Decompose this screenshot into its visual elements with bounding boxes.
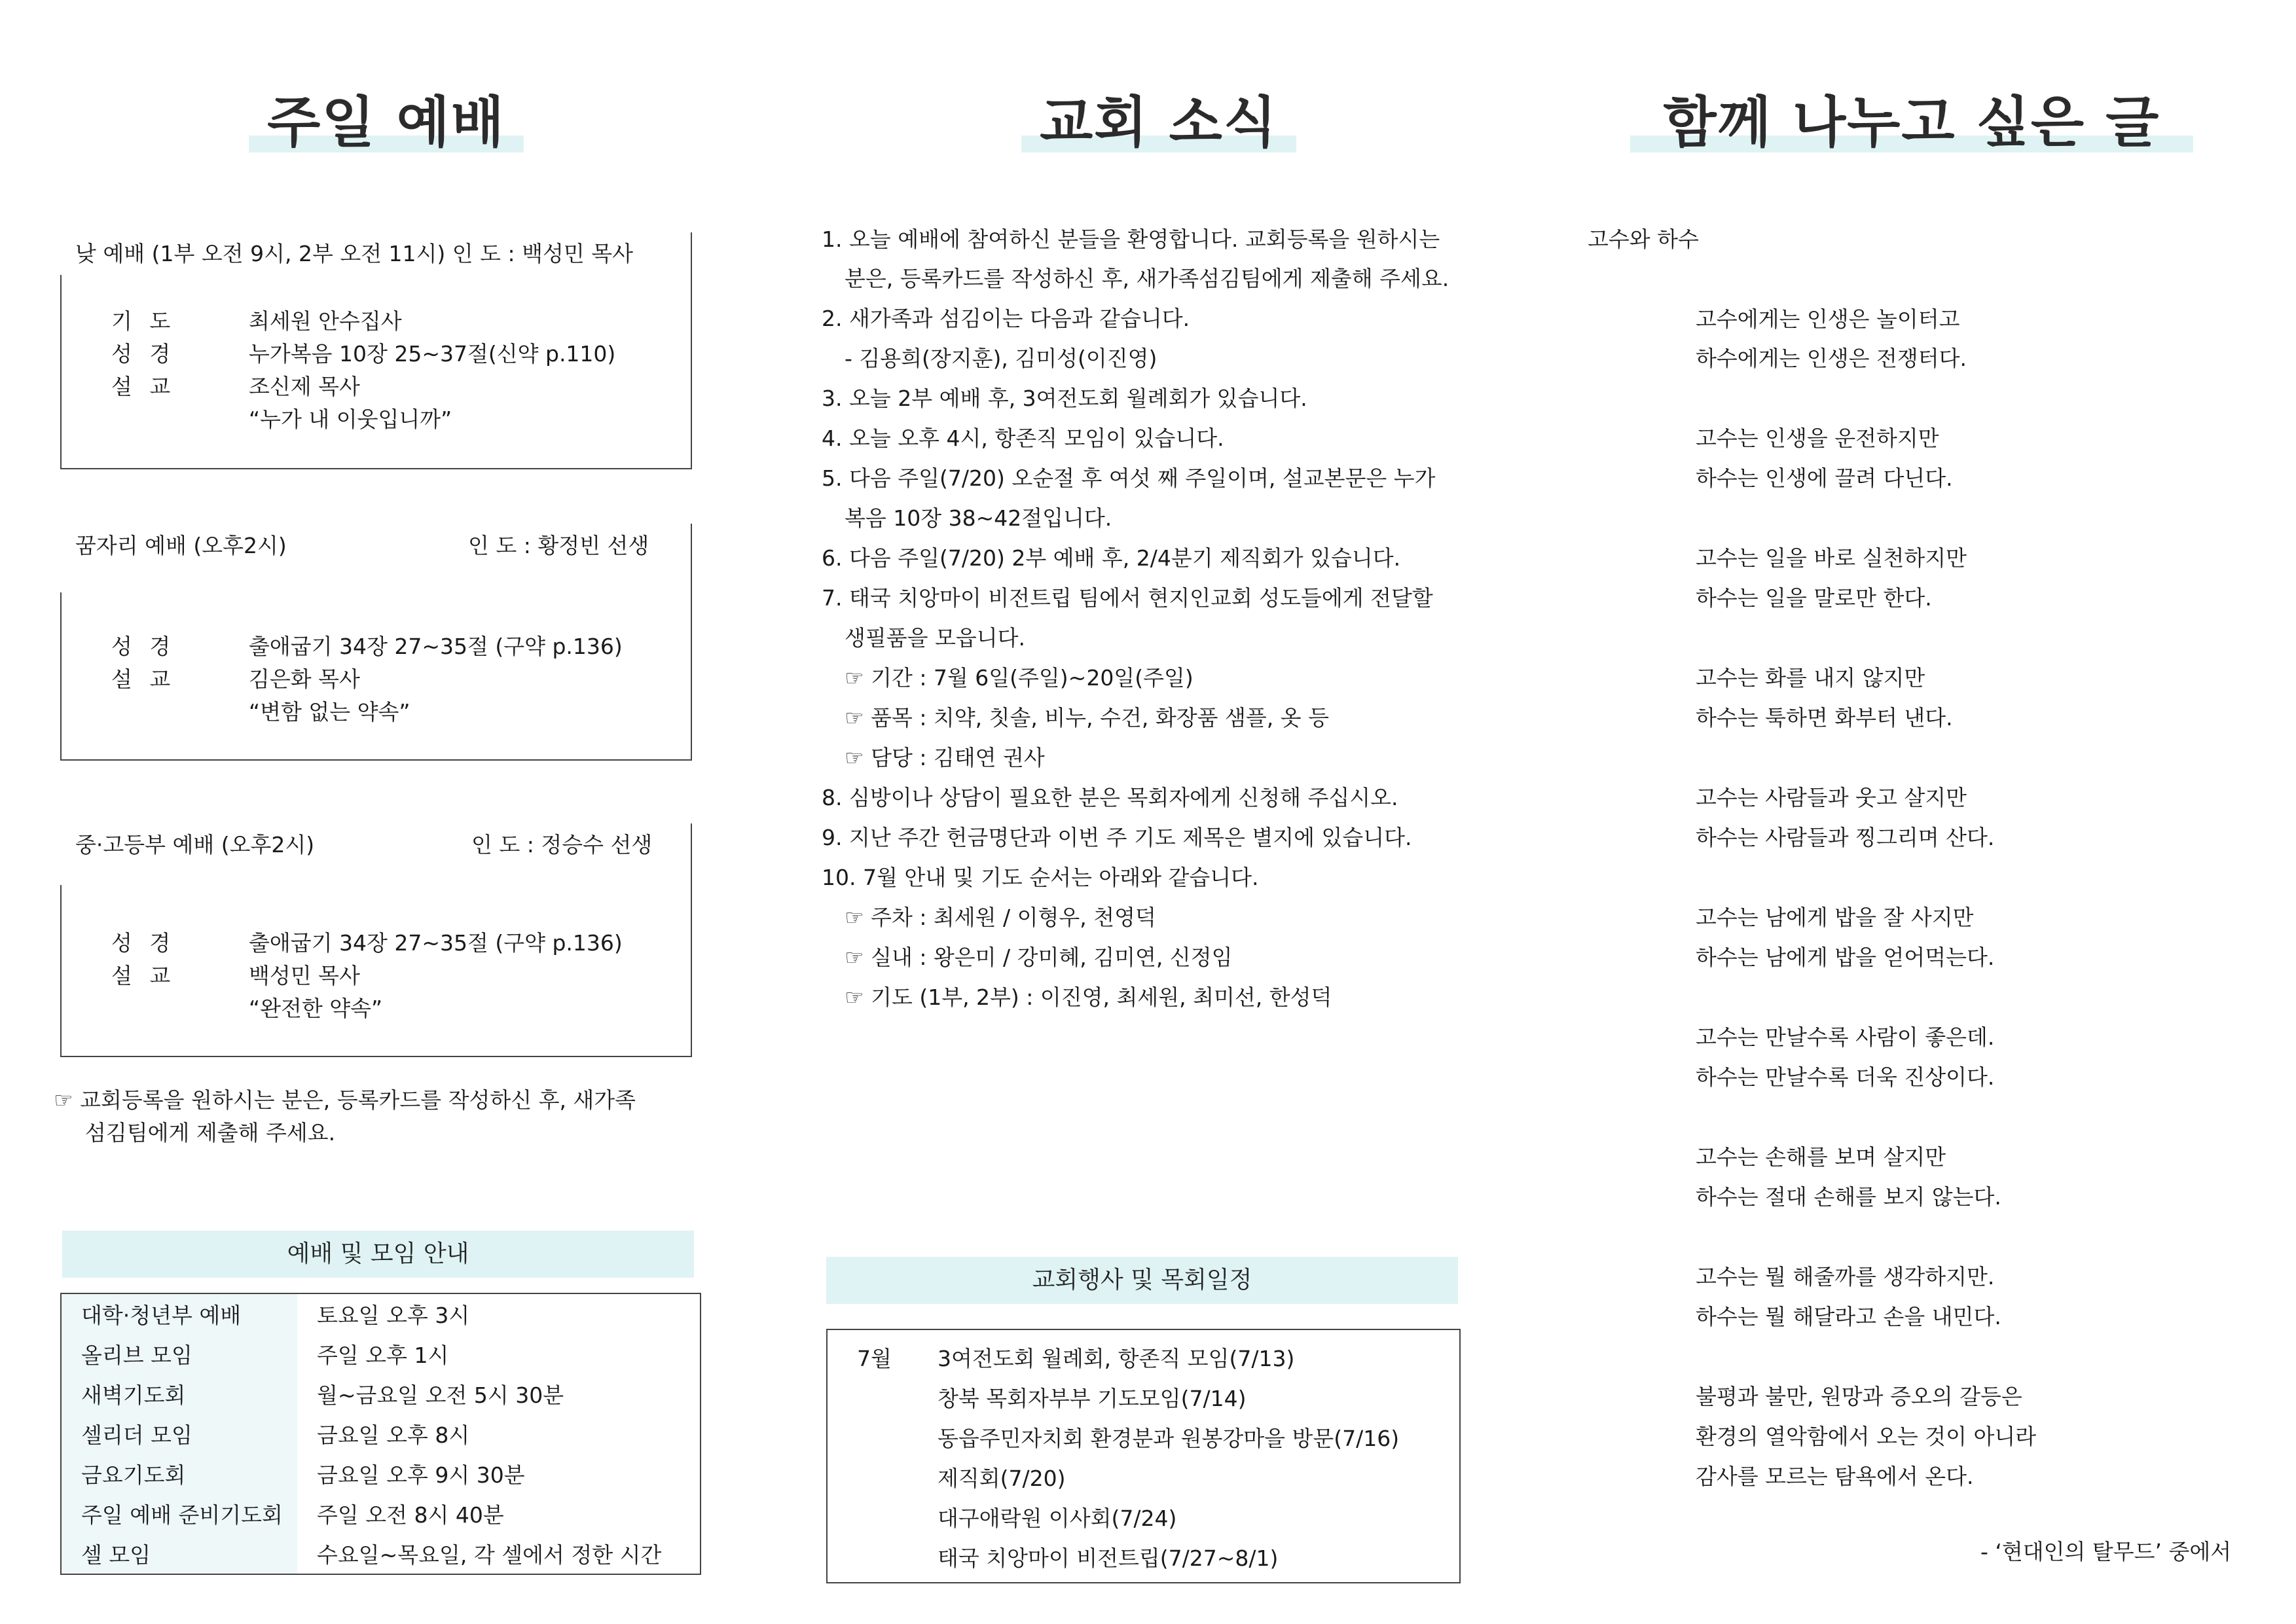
schedule-item: 대구애락원 이사회(7/24) (938, 1506, 1177, 1531)
poem-line: 하수는 절대 손해를 보지 않는다. (1696, 1184, 2001, 1210)
news-item: 9. 지난 주간 헌금명단과 이번 주 기도 제목은 별지에 있습니다. (822, 825, 1412, 850)
schedule-item: 태국 치앙마이 비전트립(7/27~8/1) (938, 1545, 1279, 1571)
sunday-worship-title: 주일 예배 (249, 79, 524, 158)
schedule-item: 창북 목회자부부 기도모임(7/14) (938, 1386, 1247, 1411)
news-item: 3. 오늘 2부 예배 후, 3여전도회 월례회가 있습니다. (822, 386, 1307, 411)
schedule-box (826, 1329, 1461, 1583)
news-item: 2. 새가족과 섬김이는 다음과 같습니다. (822, 306, 1190, 331)
box-left-edge (60, 275, 62, 468)
poem-title: 고수와 하수 (1588, 226, 1699, 252)
poem-line: 하수에게는 인생은 전쟁터다. (1696, 346, 1967, 371)
row-label: 성 경 (111, 634, 176, 659)
service-name: 낮 예배 (1부 오전 9시, 2부 오전 11시) 인 도 : 백성민 목사 (75, 241, 634, 266)
poem-line: 하수는 사람들과 찡그리며 산다. (1696, 825, 1995, 850)
service-name: 꿈자리 예배 (오후2시) (75, 533, 287, 558)
schedule-item: 제직회(7/20) (938, 1466, 1066, 1491)
sermon-title: “누가 내 이웃입니까” (249, 406, 452, 432)
news-item: 생필품을 모읍니다. (845, 625, 1026, 651)
meeting-table (62, 1294, 661, 1574)
poem-line: 하수는 인생에 끌려 다닌다. (1696, 465, 1953, 491)
row-label: 기 도 (111, 308, 176, 334)
news-item: 복음 10장 38~42절입니다. (845, 505, 1112, 531)
schedule-item: 동읍주민자치회 환경분과 원봉강마을 방문(7/16) (938, 1426, 1400, 1451)
meeting-time: 금요일 오후 9시 30분 (317, 1462, 525, 1488)
poem-line: 하수는 일을 말로만 한다. (1696, 585, 1932, 611)
sermon-title: “완전한 약속” (249, 996, 383, 1021)
meeting-name: 올리브 모임 (62, 1334, 297, 1374)
registration-note: ☞ 교회등록을 원하시는 분은, 등록카드를 작성하신 후, 새가족 (54, 1087, 636, 1113)
poem-line: 고수는 인생을 운전하지만 (1696, 425, 1939, 451)
table-row (62, 1494, 661, 1534)
meeting-guide-banner (62, 1231, 694, 1278)
poem-line: 환경의 열악함에서 오는 것이 아니라 (1696, 1424, 2037, 1449)
row-label: 설 교 (111, 374, 176, 399)
row-value: 출애굽기 34장 27~35절 (구약 p.136) (249, 930, 623, 956)
row-label: 설 교 (111, 666, 176, 692)
news-item: 8. 심방이나 상담이 필요한 분은 목회자에게 신청해 주십시오. (822, 785, 1398, 810)
news-item: 분은, 등록카드를 작성하신 후, 새가족섬김팀에게 제출해 주세요. (845, 266, 1449, 291)
poem-line: 고수에게는 인생은 놀이터고 (1696, 306, 1960, 332)
box-left-edge (60, 885, 62, 1056)
poem-line: 고수는 사람들과 웃고 살지만 (1696, 785, 1967, 810)
row-value: 최세원 안수집사 (249, 308, 402, 334)
meeting-time: 주일 오전 8시 40분 (317, 1502, 504, 1528)
meeting-name: 대학·청년부 예배 (62, 1294, 297, 1334)
poem-line: 고수는 화를 내지 않지만 (1696, 665, 1925, 691)
meeting-name: 주일 예배 준비기도회 (62, 1494, 297, 1534)
meeting-time: 토요일 오후 3시 (317, 1303, 470, 1328)
schedule-title: 교회행사 및 목회일정 (1032, 1267, 1252, 1293)
meeting-time: 수요일~목요일, 각 셀에서 정한 시간 (317, 1542, 662, 1568)
news-item: ☞ 기간 : 7월 6일(주일)~20일(주일) (845, 665, 1194, 691)
meeting-guide-title: 예배 및 모임 안내 (287, 1240, 469, 1267)
table-row (62, 1534, 661, 1574)
row-label: 성 경 (111, 930, 176, 956)
row-value: 김은화 목사 (249, 666, 360, 692)
news-item: 10. 7월 안내 및 기도 순서는 아래와 같습니다. (822, 865, 1259, 890)
row-value: 누가복음 10장 25~37절(신약 p.110) (249, 341, 616, 367)
news-item: 6. 다음 주일(7/20) 2부 예배 후, 2/4분기 제직회가 있습니다. (822, 545, 1401, 571)
news-item: ☞ 실내 : 왕은미 / 강미혜, 김미연, 신정임 (845, 945, 1233, 970)
meeting-time: 주일 오후 1시 (317, 1343, 449, 1368)
news-item: ☞ 품목 : 치약, 칫솔, 비누, 수건, 화장품 샘플, 옷 등 (845, 705, 1329, 731)
schedule-banner (826, 1257, 1458, 1304)
poem-line: 고수는 만날수록 사람이 좋은데. (1696, 1024, 1995, 1050)
service-name: 중·고등부 예배 (오후2시) (75, 832, 315, 857)
registration-note-cont: 섬김팀에게 제출해 주세요. (85, 1120, 336, 1146)
meeting-time: 월~금요일 오전 5시 30분 (317, 1382, 564, 1408)
news-item: 1. 오늘 예배에 참여하신 분들을 환영합니다. 교회등록을 원하시는 (822, 226, 1440, 252)
meeting-name: 새벽기도회 (62, 1374, 297, 1414)
service-leader: 인 도 : 황정빈 선생 (468, 533, 649, 558)
poem-line: 고수는 손해를 보며 살지만 (1696, 1144, 1946, 1170)
table-row (62, 1454, 661, 1494)
poem-line: 하수는 뭘 해달라고 손을 내민다. (1696, 1304, 2001, 1329)
news-item: 5. 다음 주일(7/20) 오순절 후 여섯 째 주일이며, 설교본문은 누가 (822, 465, 1436, 491)
poem-line: 감사를 모르는 탐욕에서 온다. (1696, 1464, 1974, 1489)
church-news-title: 교회 소식 (1021, 79, 1296, 158)
poem-line: 고수는 남에게 밥을 잘 사지만 (1696, 905, 1974, 930)
row-value: 출애굽기 34장 27~35절 (구약 p.136) (249, 634, 623, 659)
meeting-name: 셀리더 모임 (62, 1414, 297, 1454)
table-row (62, 1374, 661, 1414)
box-left-edge (60, 592, 62, 759)
poem-line: 고수는 뭘 해줄까를 생각하지만. (1696, 1264, 1995, 1290)
meeting-table-wrap (60, 1293, 701, 1575)
meeting-name: 셀 모임 (62, 1534, 297, 1574)
row-label: 설 교 (111, 963, 176, 988)
row-value: 조신제 목사 (249, 374, 360, 399)
table-row (62, 1334, 661, 1374)
row-value: 백성민 목사 (249, 963, 360, 988)
meeting-name: 금요기도회 (62, 1454, 297, 1494)
table-row (62, 1414, 661, 1454)
news-item: 4. 오늘 오후 4시, 항존직 모임이 있습니다. (822, 425, 1224, 451)
shared-writing-title: 함께 나누고 싶은 글 (1630, 79, 2193, 158)
sermon-title: “변함 없는 약속” (249, 699, 410, 725)
poem-line: 하수는 툭하면 화부터 낸다. (1696, 705, 1953, 731)
table-row (62, 1294, 661, 1334)
news-item: 7. 태국 치앙마이 비전트립 팀에서 현지인교회 성도들에게 전달할 (822, 585, 1433, 611)
news-item: ☞ 담당 : 김태연 권사 (845, 745, 1045, 770)
row-label: 성 경 (111, 341, 176, 367)
news-item: - 김용희(장지훈), 김미성(이진영) (845, 346, 1157, 371)
schedule-item: 3여전도회 월례회, 항존직 모임(7/13) (938, 1346, 1295, 1371)
poem-line: 고수는 일을 바로 실천하지만 (1696, 545, 1967, 571)
service-leader: 인 도 : 정승수 선생 (471, 832, 653, 857)
news-item: ☞ 주차 : 최세원 / 이형우, 천영덕 (845, 905, 1156, 930)
schedule-month: 7월 (857, 1346, 892, 1371)
news-item: ☞ 기도 (1부, 2부) : 이진영, 최세원, 최미선, 한성덕 (845, 984, 1332, 1010)
poem-line: 하수는 남에게 밥을 얻어먹는다. (1696, 945, 1995, 970)
poem-source: - ‘현대인의 탈무드’ 중에서 (1980, 1539, 2232, 1564)
poem-line: 하수는 만날수록 더욱 진상이다. (1696, 1064, 1995, 1090)
poem-line: 불평과 불만, 원망과 증오의 갈등은 (1696, 1384, 2022, 1409)
meeting-time: 금요일 오후 8시 (317, 1422, 470, 1448)
